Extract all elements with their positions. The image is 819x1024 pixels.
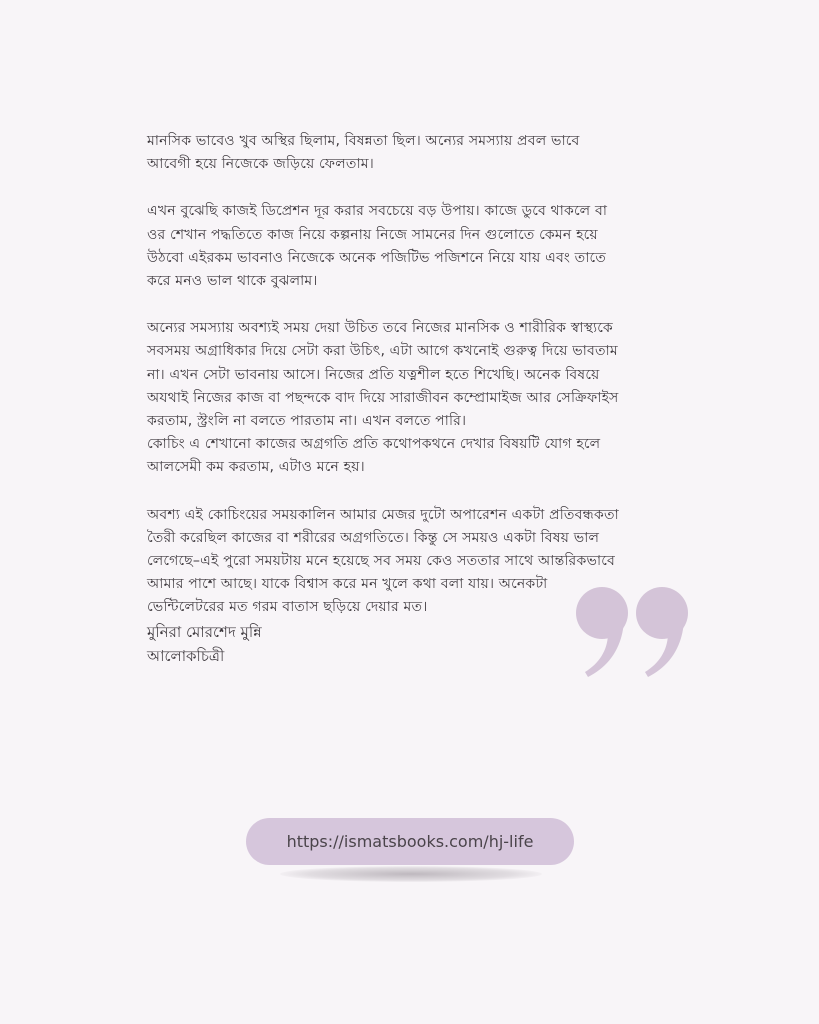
testimonial-paragraph: এখন বুঝেছি কাজই ডিপ্রেশন দূর করার সবচেয়ে বড় উপায়। কাজে ডুবে থাকলে বা ওর শেখান পদ্ধতিতে কাজ নিয়ে কল্পনায় নিজে সামনের দিন গুলোতে কেমন হয়ে উঠবো এইরকম ভাবনাও নিজেকে অনেক পজিটিভ পজিশনে নিয়ে যায় এবং তাতে করে মনও ভাল থাকে বুঝলাম। [147,203,608,290]
url-link[interactable]: https://ismatsbooks.com/hj-life [246,818,574,865]
author-name: মুনিরা মোরশেদ মুন্নি [147,623,262,641]
testimonial-body [147,130,695,644]
testimonial-paragraph: অবশ্য এই কোচিংয়ের সময়কালিন আমার মেজর দুটো অপারেশন একটা প্রতিবন্ধকতা তৈরী করেছিল কাজের বা শরীরের অগ্রগতিতে। কিন্তু সে সময়ও একটা বিষয় ভাল লেগেছে–এই পুরো সময়টায় মনে হয়েছে সব সময় কেও সততার সাথে আন্তরিকভাবে আমার পাশে আছে। যাকে বিশ্বাস করে মন খুলে কথা বলা যায়। অনেকটা ভেন্টিলেটরের মত গরম বাতাস ছড়িয়ে দেয়ার মত। [147,506,619,616]
closing-quote-icon [570,583,695,678]
author-title: আলোকচিত্রী [147,647,225,665]
testimonial-paragraph: অন্যের সমস্যায় অবশ্যই সময় দেয়া উচিত তবে নিজের মানসিক ও শারীরিক স্বাস্থ্যকে সবসময় অগ্রাধিকার দিয়ে সেটা করা উচিৎ, এটা আগে কখনোই গুরুত্ব দিয়ে ভাবতাম না। এখন সেটা ভাবনায় আসে। নিজের প্রতি যত্নশীল হতে শিখেছি। অনেক বিষয়ে অযথাই নিজের কাজ বা পছন্দকে বাদ দিয়ে সারাজীবন কম্প্রোমাইজ আর সেক্রিফাইস করতাম, স্ট্রংলি না বলতে পারতাম না। এখন বলতে পারি। কোচিং এ শেখানো কাজের অগ্রগতি প্রতি কথোপকথনে দেখার বিষয়টি যোগ হলে আলসেমী কম করতাম, এটাও মনে হয়। [147,320,619,476]
testimonial-paragraph: মানসিক ভাবেও খুব অস্থির ছিলাম, বিষন্নতা ছিল। অন্যের সমস্যায় প্রবল ভাবে আবেগী হয়ে নিজেকে জড়িয়ে ফেলতাম। [147,133,580,173]
author-block [147,620,262,668]
url-pill-shadow [280,866,542,882]
